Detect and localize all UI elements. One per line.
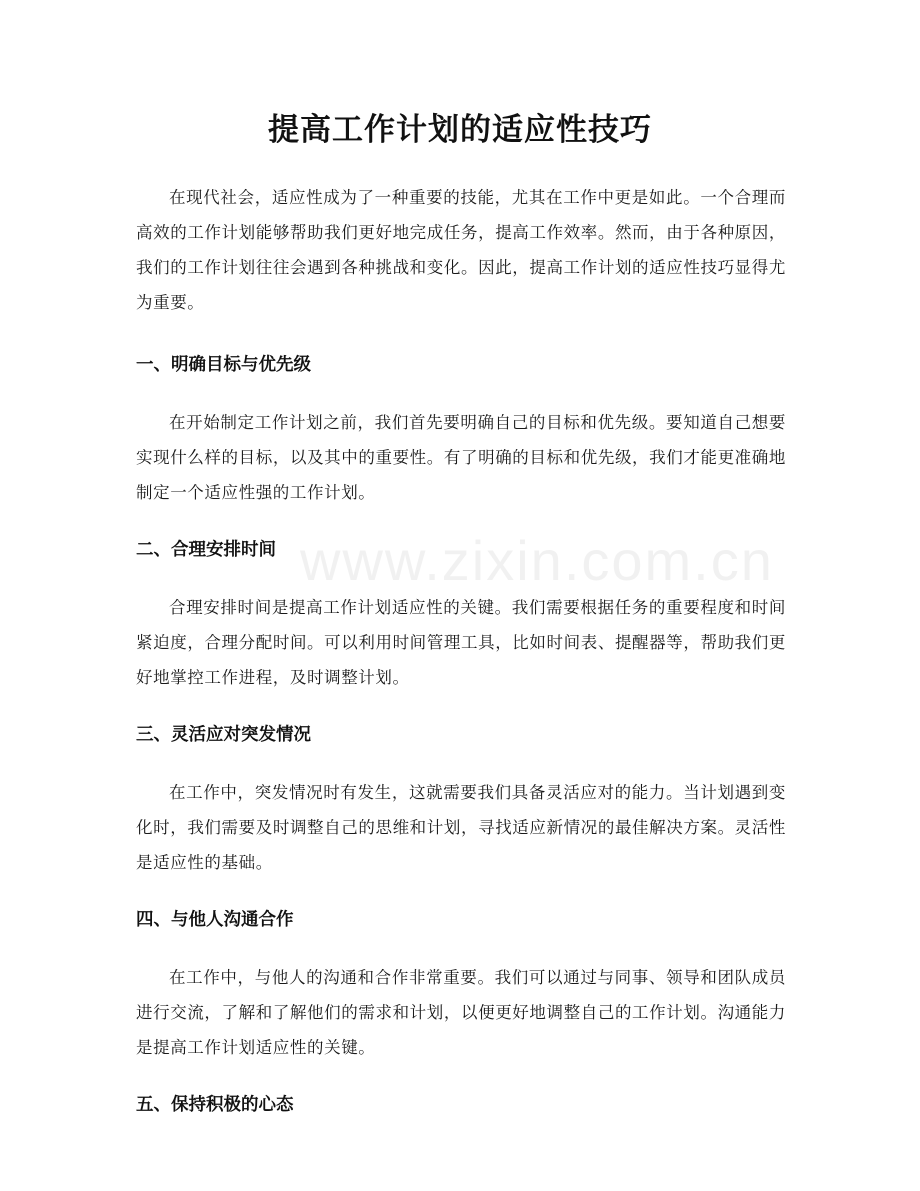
document-body [136, 180, 786, 1120]
section-heading-1: 一、明确目标与优先级 [136, 355, 311, 375]
section-heading-3: 三、灵活应对突发情况 [136, 725, 311, 745]
section-heading-4: 四、与他人沟通合作 [136, 910, 294, 930]
section-body-3: 在工作中，突发情况时有发生，这就需要我们具备灵活应对的能力。当计划遇到变化时，我们需要及时调整自己的思维和计划，寻找适应新情况的最佳解决方案。灵活性是适应性的基础。 [136, 783, 786, 872]
intro-paragraph: 在现代社会，适应性成为了一种重要的技能，尤其在工作中更是如此。一个合理而高效的工作计划能够帮助我们更好地完成任务，提高工作效率。然而，由于各种原因，我们的工作计划往往会遇到各种挑战和变化。因此，提高工作计划的适应性技巧显得尤为重要。 [136, 188, 786, 312]
section-heading-2: 二、合理安排时间 [136, 540, 276, 560]
section-body-2: 合理安排时间是提高工作计划适应性的关键。我们需要根据任务的重要程度和时间紧迫度，合理分配时间。可以利用时间管理工具，比如时间表、提醒器等，帮助我们更好地掌控工作进程，及时调整计划。 [136, 598, 786, 687]
section-body-4: 在工作中，与他人的沟通和合作非常重要。我们可以通过与同事、领导和团队成员进行交流，了解和了解他们的需求和计划，以便更好地调整自己的工作计划。沟通能力是提高工作计划适应性的关键。 [136, 968, 786, 1057]
section-heading-5: 五、保持积极的心态 [136, 1095, 294, 1115]
watermark: www.zixin.com.cn [300, 529, 774, 592]
section-body-1: 在开始制定工作计划之前，我们首先要明确自己的目标和优先级。要知道自己想要实现什么样的目标，以及其中的重要性。有了明确的目标和优先级，我们才能更准确地制定一个适应性强的工作计划。 [136, 413, 786, 502]
document-title: 提高工作计划的适应性技巧 [268, 112, 652, 148]
